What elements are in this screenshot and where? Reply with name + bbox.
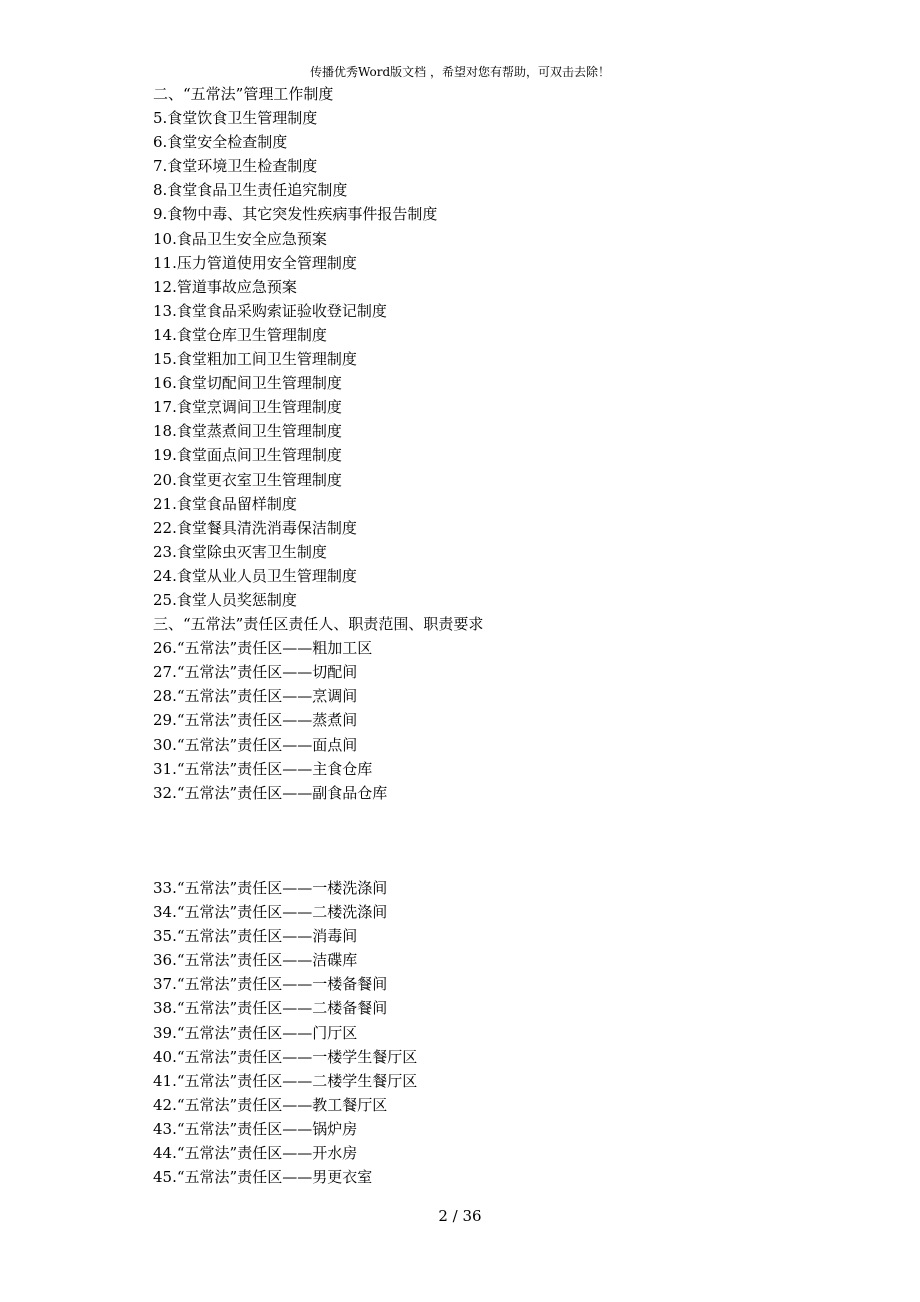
toc-line: 44.“五常法”责任区——开水房 [153, 1144, 358, 1163]
toc-line: 二、“五常法”管理工作制度 [153, 85, 334, 103]
table-of-contents-part-2 [153, 876, 417, 1189]
toc-line: 25.食堂人员奖惩制度 [153, 590, 297, 609]
toc-line: 13.食堂食品采购索证验收登记制度 [153, 301, 387, 320]
table-of-contents-part-1 [153, 82, 483, 805]
toc-line: 37.“五常法”责任区——一楼备餐间 [153, 975, 388, 994]
toc-line: 18.食堂蒸煮间卫生管理制度 [153, 422, 342, 441]
toc-line: 45.“五常法”责任区——男更衣室 [153, 1168, 373, 1187]
toc-line: 12.管道事故应急预案 [153, 277, 297, 296]
toc-line: 21.食堂食品留样制度 [153, 494, 297, 513]
toc-line: 10.食品卫生安全应急预案 [153, 229, 327, 248]
toc-line: 9.食物中毒、其它突发性疾病事件报告制度 [153, 205, 438, 224]
toc-line: 24.食堂从业人员卫生管理制度 [153, 566, 357, 585]
toc-line: 17.食堂烹调间卫生管理制度 [153, 398, 342, 417]
toc-line: 27.“五常法”责任区——切配间 [153, 663, 358, 682]
toc-line: 7.食堂环境卫生检查制度 [153, 157, 318, 176]
toc-line: 35.“五常法”责任区——消毒间 [153, 927, 358, 946]
toc-line: 19.食堂面点间卫生管理制度 [153, 446, 342, 465]
toc-line: 42.“五常法”责任区——教工餐厅区 [153, 1095, 388, 1114]
toc-line: 11.压力管道使用安全管理制度 [153, 253, 357, 272]
toc-line: 31.“五常法”责任区——主食仓库 [153, 759, 373, 778]
toc-line: 40.“五常法”责任区——一楼学生餐厅区 [153, 1047, 418, 1066]
toc-line: 30.“五常法”责任区——面点间 [153, 735, 358, 754]
toc-line: 39.“五常法”责任区——门厅区 [153, 1023, 358, 1042]
toc-line: 41.“五常法”责任区——二楼学生餐厅区 [153, 1071, 418, 1090]
document-header-note: 传播优秀Word版文档 ，希望对您有帮助，可双击去除！ [310, 65, 610, 79]
toc-line: 14.食堂仓库卫生管理制度 [153, 325, 327, 344]
toc-line: 38.“五常法”责任区——二楼备餐间 [153, 999, 388, 1018]
toc-line: 33.“五常法”责任区——一楼洗涤间 [153, 879, 388, 897]
page-number: 2 / 36 [438, 1207, 482, 1225]
toc-line: 29.“五常法”责任区——蒸煮间 [153, 711, 358, 730]
toc-line: 34.“五常法”责任区——二楼洗涤间 [153, 903, 388, 922]
toc-line: 28.“五常法”责任区——烹调间 [153, 687, 358, 706]
toc-line: 15.食堂粗加工间卫生管理制度 [153, 350, 357, 369]
toc-line: 5.食堂饮食卫生管理制度 [153, 109, 318, 128]
toc-line: 22.食堂餐具清洗消毒保洁制度 [153, 518, 357, 537]
toc-line: 23.食堂除虫灭害卫生制度 [153, 542, 327, 561]
toc-line: 8.食堂食品卫生责任追究制度 [153, 181, 348, 200]
toc-line: 36.“五常法”责任区——洁碟库 [153, 951, 358, 970]
toc-line: 43.“五常法”责任区——锅炉房 [153, 1119, 358, 1138]
toc-line: 6.食堂安全检查制度 [153, 133, 288, 152]
toc-line: 16.食堂切配间卫生管理制度 [153, 374, 342, 393]
toc-line: 26.“五常法”责任区——粗加工区 [153, 639, 373, 658]
toc-line: 三、“五常法”责任区责任人、职责范围、职责要求 [153, 615, 484, 634]
toc-line: 20.食堂更衣室卫生管理制度 [153, 470, 342, 489]
toc-line: 32.“五常法”责任区——副食品仓库 [153, 783, 388, 802]
